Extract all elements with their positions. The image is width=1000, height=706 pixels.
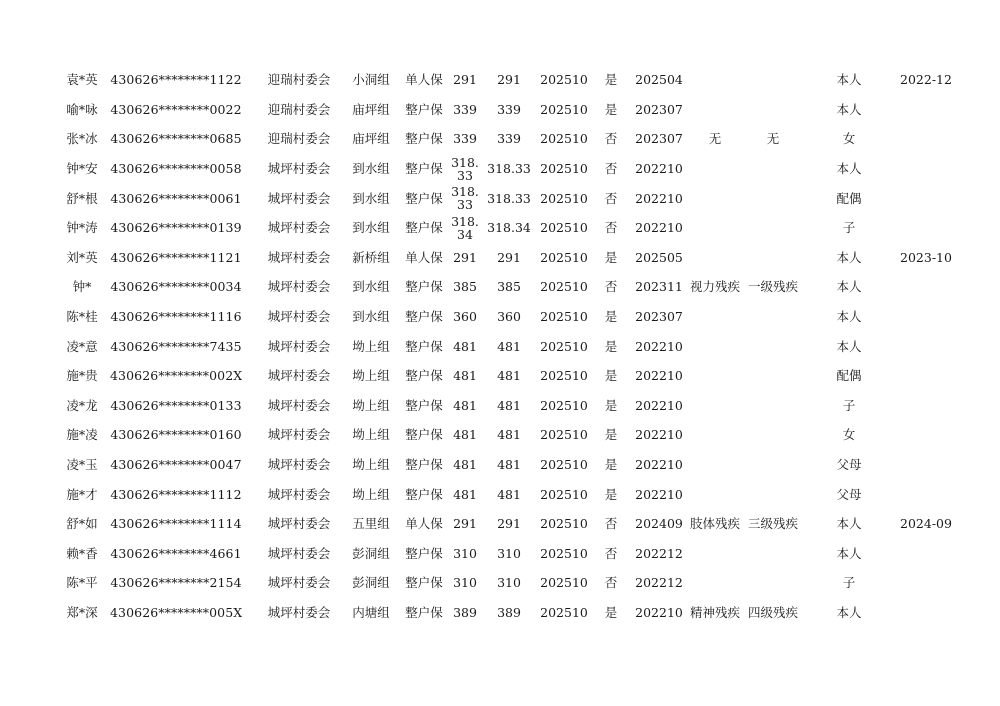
disability-type-cell (686, 213, 744, 243)
relation-to-head-cell: 本人 (836, 72, 862, 88)
yes-no-flag-cell: 否 (604, 575, 618, 591)
yes-no-flag-cell: 否 (604, 220, 618, 236)
start-month-cell: 202307 (635, 131, 683, 147)
yes-no-flag-cell: 否 (604, 161, 618, 177)
yes-no-flag-cell: 否 (604, 516, 618, 532)
extra-date-cell (896, 95, 956, 125)
payment-amount-cell: 291 (497, 516, 521, 532)
extra-date-cell (896, 420, 956, 450)
coverage-type-cell: 整户保 (405, 131, 443, 147)
payment-amount-cell: 339 (497, 131, 521, 147)
start-month-cell: 202212 (635, 545, 683, 561)
disability-type-cell (686, 361, 744, 391)
payment-month-cell: 202510 (540, 131, 588, 147)
person-name-cell: 施*才 (66, 486, 98, 502)
assistance-roster-table (54, 65, 956, 627)
table-row (54, 213, 956, 243)
start-month-cell: 202307 (635, 309, 683, 325)
table-row (54, 243, 956, 273)
id-number-cell: 430626********7435 (110, 338, 242, 354)
id-number-cell: 430626********1116 (110, 309, 242, 325)
table-row (54, 272, 956, 302)
disability-level-cell: 一级残疾 (747, 279, 798, 295)
relation-to-head-cell: 子 (842, 575, 856, 591)
standard-amount-cell: 389 (453, 604, 477, 620)
coverage-type-cell: 整户保 (405, 338, 443, 354)
yes-no-flag-cell: 是 (604, 249, 618, 265)
extra-date-cell (896, 391, 956, 421)
payment-amount-cell: 339 (497, 101, 521, 117)
table-row (54, 154, 956, 184)
extra-date-cell: 2024-09 (900, 516, 952, 532)
payment-month-cell: 202510 (540, 457, 588, 473)
standard-amount-cell: 318.34 (451, 213, 479, 242)
disability-type-cell (686, 479, 744, 509)
standard-amount-cell: 291 (453, 72, 477, 88)
payment-month-cell: 202510 (540, 279, 588, 295)
yes-no-flag-cell: 否 (604, 545, 618, 561)
relation-to-head-cell: 女 (842, 427, 856, 443)
table-row (54, 598, 956, 628)
village-committee-cell: 城坪村委会 (267, 457, 331, 473)
disability-level-cell (744, 361, 802, 391)
standard-amount-cell: 310 (453, 545, 477, 561)
disability-level-cell (744, 568, 802, 598)
relation-to-head-cell: 子 (842, 397, 856, 413)
payment-amount-cell: 291 (497, 249, 521, 265)
coverage-type-cell: 整户保 (405, 545, 443, 561)
disability-level-cell (744, 420, 802, 450)
village-committee-cell: 城坪村委会 (267, 545, 331, 561)
table-row (54, 450, 956, 480)
person-name-cell: 陈*桂 (66, 309, 98, 325)
relation-to-head-cell: 本人 (836, 338, 862, 354)
payment-month-cell: 202510 (540, 545, 588, 561)
village-committee-cell: 城坪村委会 (267, 397, 331, 413)
person-name-cell: 陈*平 (66, 575, 98, 591)
start-month-cell: 202210 (635, 397, 683, 413)
disability-level-cell (744, 539, 802, 569)
disability-level-cell (744, 391, 802, 421)
id-number-cell: 430626********005X (110, 604, 242, 620)
person-name-cell: 袁*英 (66, 72, 98, 88)
extra-date-cell: 2022-12 (900, 72, 952, 88)
extra-date-cell (896, 361, 956, 391)
village-group-cell: 新桥组 (352, 249, 390, 265)
id-number-cell: 430626********4661 (110, 545, 242, 561)
coverage-type-cell: 整户保 (405, 457, 443, 473)
start-month-cell: 202210 (635, 486, 683, 502)
relation-to-head-cell: 子 (842, 220, 856, 236)
table-row (54, 568, 956, 598)
standard-amount-cell: 339 (453, 131, 477, 147)
payment-amount-cell: 481 (497, 368, 521, 384)
standard-amount-cell: 339 (453, 101, 477, 117)
start-month-cell: 202212 (635, 575, 683, 591)
id-number-cell: 430626********0685 (110, 131, 242, 147)
table-row (54, 183, 956, 213)
relation-to-head-cell: 配偶 (836, 368, 862, 384)
disability-level-cell (744, 331, 802, 361)
standard-amount-cell: 318.33 (451, 154, 479, 183)
person-name-cell: 喻*咏 (66, 101, 98, 117)
person-name-cell: 郑*深 (66, 604, 98, 620)
payment-month-cell: 202510 (540, 516, 588, 532)
disability-level-cell (744, 213, 802, 243)
village-group-cell: 坳上组 (352, 397, 390, 413)
standard-amount-cell: 481 (453, 368, 477, 384)
village-group-cell: 坳上组 (352, 427, 390, 443)
payment-amount-cell: 481 (497, 457, 521, 473)
standard-amount-cell: 310 (453, 575, 477, 591)
village-group-cell: 内塘组 (352, 604, 390, 620)
person-name-cell: 刘*英 (66, 249, 98, 265)
standard-amount-cell: 481 (453, 486, 477, 502)
payment-amount-cell: 481 (497, 427, 521, 443)
coverage-type-cell: 单人保 (405, 72, 443, 88)
payment-month-cell: 202510 (540, 161, 588, 177)
extra-date-cell (896, 154, 956, 184)
village-committee-cell: 城坪村委会 (267, 575, 331, 591)
person-name-cell: 赖*香 (66, 545, 98, 561)
payment-amount-cell: 481 (497, 397, 521, 413)
start-month-cell: 202409 (635, 516, 683, 532)
village-group-cell: 坳上组 (352, 486, 390, 502)
payment-amount-cell: 291 (497, 72, 521, 88)
disability-type-cell: 精神残疾 (689, 604, 740, 620)
yes-no-flag-cell: 是 (604, 368, 618, 384)
start-month-cell: 202210 (635, 220, 683, 236)
disability-type-cell (686, 391, 744, 421)
extra-date-cell (896, 302, 956, 332)
start-month-cell: 202210 (635, 190, 683, 206)
village-group-cell: 坳上组 (352, 338, 390, 354)
coverage-type-cell: 整户保 (405, 486, 443, 502)
standard-amount-cell: 385 (453, 279, 477, 295)
person-name-cell: 舒*根 (66, 190, 98, 206)
standard-amount-cell: 481 (453, 457, 477, 473)
village-group-cell: 庙坪组 (352, 131, 390, 147)
relation-to-head-cell: 父母 (836, 457, 862, 473)
disability-type-cell (686, 568, 744, 598)
id-number-cell: 430626********1122 (110, 72, 242, 88)
coverage-type-cell: 整户保 (405, 604, 443, 620)
table-row (54, 479, 956, 509)
roster-body (54, 65, 956, 627)
coverage-type-cell: 整户保 (405, 575, 443, 591)
person-name-cell: 钟*涛 (66, 220, 98, 236)
village-group-cell: 庙坪组 (352, 101, 390, 117)
coverage-type-cell: 整户保 (405, 427, 443, 443)
disability-level-cell (744, 65, 802, 95)
standard-amount-cell: 481 (453, 397, 477, 413)
id-number-cell: 430626********1114 (110, 516, 242, 532)
payment-amount-cell: 389 (497, 604, 521, 620)
coverage-type-cell: 整户保 (405, 397, 443, 413)
relation-to-head-cell: 本人 (836, 101, 862, 117)
yes-no-flag-cell: 否 (604, 190, 618, 206)
table-row (54, 302, 956, 332)
payment-amount-cell: 318.33 (487, 161, 531, 177)
extra-date-cell (896, 450, 956, 480)
start-month-cell: 202210 (635, 368, 683, 384)
id-number-cell: 430626********1112 (110, 486, 242, 502)
id-number-cell: 430626********0133 (110, 397, 242, 413)
payment-month-cell: 202510 (540, 575, 588, 591)
extra-date-cell (896, 213, 956, 243)
yes-no-flag-cell: 否 (604, 131, 618, 147)
disability-level-cell (744, 95, 802, 125)
person-name-cell: 凌*意 (66, 338, 98, 354)
yes-no-flag-cell: 是 (604, 604, 618, 620)
payment-amount-cell: 310 (497, 575, 521, 591)
village-committee-cell: 城坪村委会 (267, 516, 331, 532)
village-committee-cell: 城坪村委会 (267, 427, 331, 443)
village-group-cell: 彭洞组 (352, 575, 390, 591)
id-number-cell: 430626********0047 (110, 457, 242, 473)
relation-to-head-cell: 本人 (836, 516, 862, 532)
table-row (54, 391, 956, 421)
village-group-cell: 到水组 (352, 309, 390, 325)
disability-level-cell (744, 302, 802, 332)
village-group-cell: 五里组 (352, 516, 390, 532)
disability-type-cell (686, 95, 744, 125)
village-group-cell: 到水组 (352, 161, 390, 177)
table-row (54, 539, 956, 569)
table-row (54, 331, 956, 361)
payment-month-cell: 202510 (540, 604, 588, 620)
payment-month-cell: 202510 (540, 220, 588, 236)
person-name-cell: 凌*玉 (66, 457, 98, 473)
standard-amount-cell: 481 (453, 338, 477, 354)
village-committee-cell: 城坪村委会 (267, 309, 331, 325)
payment-month-cell: 202510 (540, 427, 588, 443)
extra-date-cell (896, 331, 956, 361)
standard-amount-cell: 291 (453, 249, 477, 265)
disability-type-cell (686, 65, 744, 95)
id-number-cell: 430626********002X (110, 368, 242, 384)
payment-month-cell: 202510 (540, 309, 588, 325)
id-number-cell: 430626********0139 (110, 220, 242, 236)
payment-amount-cell: 318.33 (487, 190, 531, 206)
disability-level-cell (744, 183, 802, 213)
start-month-cell: 202210 (635, 338, 683, 354)
village-group-cell: 到水组 (352, 220, 390, 236)
relation-to-head-cell: 本人 (836, 161, 862, 177)
yes-no-flag-cell: 是 (604, 101, 618, 117)
coverage-type-cell: 整户保 (405, 101, 443, 117)
payment-month-cell: 202510 (540, 397, 588, 413)
payment-amount-cell: 310 (497, 545, 521, 561)
document-sheet (0, 65, 1000, 627)
disability-type-cell (686, 450, 744, 480)
coverage-type-cell: 单人保 (405, 249, 443, 265)
relation-to-head-cell: 本人 (836, 249, 862, 265)
yes-no-flag-cell: 否 (604, 279, 618, 295)
person-name-cell: 施*凌 (66, 427, 98, 443)
village-committee-cell: 城坪村委会 (267, 279, 331, 295)
disability-level-cell (744, 450, 802, 480)
payment-month-cell: 202510 (540, 338, 588, 354)
yes-no-flag-cell: 是 (604, 397, 618, 413)
yes-no-flag-cell: 是 (604, 309, 618, 325)
relation-to-head-cell: 本人 (836, 545, 862, 561)
disability-type-cell: 视力残疾 (689, 279, 740, 295)
payment-month-cell: 202510 (540, 368, 588, 384)
id-number-cell: 430626********1121 (110, 249, 242, 265)
id-number-cell: 430626********0061 (110, 190, 242, 206)
payment-amount-cell: 481 (497, 338, 521, 354)
village-committee-cell: 城坪村委会 (267, 368, 331, 384)
disability-level-cell (744, 243, 802, 273)
relation-to-head-cell: 本人 (836, 604, 862, 620)
disability-type-cell (686, 183, 744, 213)
person-name-cell: 施*贵 (66, 368, 98, 384)
payment-amount-cell: 481 (497, 486, 521, 502)
start-month-cell: 202311 (635, 279, 683, 295)
disability-type-cell (686, 331, 744, 361)
table-row (54, 124, 956, 154)
extra-date-cell (896, 183, 956, 213)
payment-month-cell: 202510 (540, 72, 588, 88)
start-month-cell: 202210 (635, 427, 683, 443)
payment-month-cell: 202510 (540, 101, 588, 117)
village-committee-cell: 城坪村委会 (267, 338, 331, 354)
person-name-cell: 凌*龙 (66, 397, 98, 413)
yes-no-flag-cell: 是 (604, 486, 618, 502)
standard-amount-cell: 360 (453, 309, 477, 325)
disability-type-cell (686, 243, 744, 273)
standard-amount-cell: 481 (453, 427, 477, 443)
person-name-cell: 钟*安 (66, 161, 98, 177)
disability-level-cell: 无 (766, 131, 780, 147)
coverage-type-cell: 整户保 (405, 220, 443, 236)
relation-to-head-cell: 女 (842, 131, 856, 147)
table-row (54, 95, 956, 125)
start-month-cell: 202505 (635, 249, 683, 265)
village-group-cell: 小洞组 (352, 72, 390, 88)
extra-date-cell (896, 598, 956, 628)
relation-to-head-cell: 父母 (836, 486, 862, 502)
disability-type-cell (686, 539, 744, 569)
village-group-cell: 到水组 (352, 190, 390, 206)
village-group-cell: 坳上组 (352, 368, 390, 384)
village-committee-cell: 城坪村委会 (267, 604, 331, 620)
disability-level-cell: 四级残疾 (747, 604, 798, 620)
table-row (54, 361, 956, 391)
disability-level-cell: 三级残疾 (747, 516, 798, 532)
disability-level-cell (744, 479, 802, 509)
id-number-cell: 430626********0022 (110, 101, 242, 117)
start-month-cell: 202307 (635, 101, 683, 117)
payment-month-cell: 202510 (540, 190, 588, 206)
yes-no-flag-cell: 是 (604, 72, 618, 88)
disability-type-cell (686, 154, 744, 184)
village-committee-cell: 迎瑞村委会 (267, 101, 331, 117)
village-committee-cell: 城坪村委会 (267, 161, 331, 177)
village-group-cell: 到水组 (352, 279, 390, 295)
start-month-cell: 202210 (635, 161, 683, 177)
relation-to-head-cell: 本人 (836, 309, 862, 325)
coverage-type-cell: 整户保 (405, 161, 443, 177)
table-row (54, 420, 956, 450)
relation-to-head-cell: 配偶 (836, 190, 862, 206)
extra-date-cell (896, 539, 956, 569)
extra-date-cell (896, 479, 956, 509)
payment-amount-cell: 385 (497, 279, 521, 295)
relation-to-head-cell: 本人 (836, 279, 862, 295)
payment-month-cell: 202510 (540, 486, 588, 502)
village-committee-cell: 城坪村委会 (267, 486, 331, 502)
person-name-cell: 舒*如 (66, 516, 98, 532)
disability-type-cell (686, 302, 744, 332)
payment-amount-cell: 318.34 (487, 220, 531, 236)
start-month-cell: 202504 (635, 72, 683, 88)
standard-amount-cell: 291 (453, 516, 477, 532)
payment-amount-cell: 360 (497, 309, 521, 325)
standard-amount-cell: 318.33 (451, 184, 479, 213)
id-number-cell: 430626********0034 (110, 279, 242, 295)
disability-type-cell (686, 420, 744, 450)
village-group-cell: 彭洞组 (352, 545, 390, 561)
village-committee-cell: 城坪村委会 (267, 220, 331, 236)
extra-date-cell (896, 272, 956, 302)
village-committee-cell: 城坪村委会 (267, 190, 331, 206)
id-number-cell: 430626********0160 (110, 427, 242, 443)
start-month-cell: 202210 (635, 457, 683, 473)
disability-type-cell: 无 (708, 131, 722, 147)
coverage-type-cell: 整户保 (405, 309, 443, 325)
village-committee-cell: 迎瑞村委会 (267, 72, 331, 88)
village-committee-cell: 城坪村委会 (267, 249, 331, 265)
disability-level-cell (744, 154, 802, 184)
start-month-cell: 202210 (635, 604, 683, 620)
extra-date-cell (896, 124, 956, 154)
coverage-type-cell: 单人保 (405, 516, 443, 532)
yes-no-flag-cell: 是 (604, 427, 618, 443)
village-committee-cell: 迎瑞村委会 (267, 131, 331, 147)
person-name-cell: 张*冰 (66, 131, 98, 147)
disability-type-cell: 肢体残疾 (689, 516, 740, 532)
payment-month-cell: 202510 (540, 249, 588, 265)
table-row (54, 509, 956, 539)
coverage-type-cell: 整户保 (405, 190, 443, 206)
id-number-cell: 430626********2154 (110, 575, 242, 591)
yes-no-flag-cell: 是 (604, 338, 618, 354)
id-number-cell: 430626********0058 (110, 161, 242, 177)
table-row (54, 65, 956, 95)
village-group-cell: 坳上组 (352, 457, 390, 473)
person-name-cell: 钟* (72, 279, 92, 295)
extra-date-cell: 2023-10 (900, 249, 952, 265)
extra-date-cell (896, 568, 956, 598)
yes-no-flag-cell: 是 (604, 457, 618, 473)
coverage-type-cell: 整户保 (405, 279, 443, 295)
coverage-type-cell: 整户保 (405, 368, 443, 384)
